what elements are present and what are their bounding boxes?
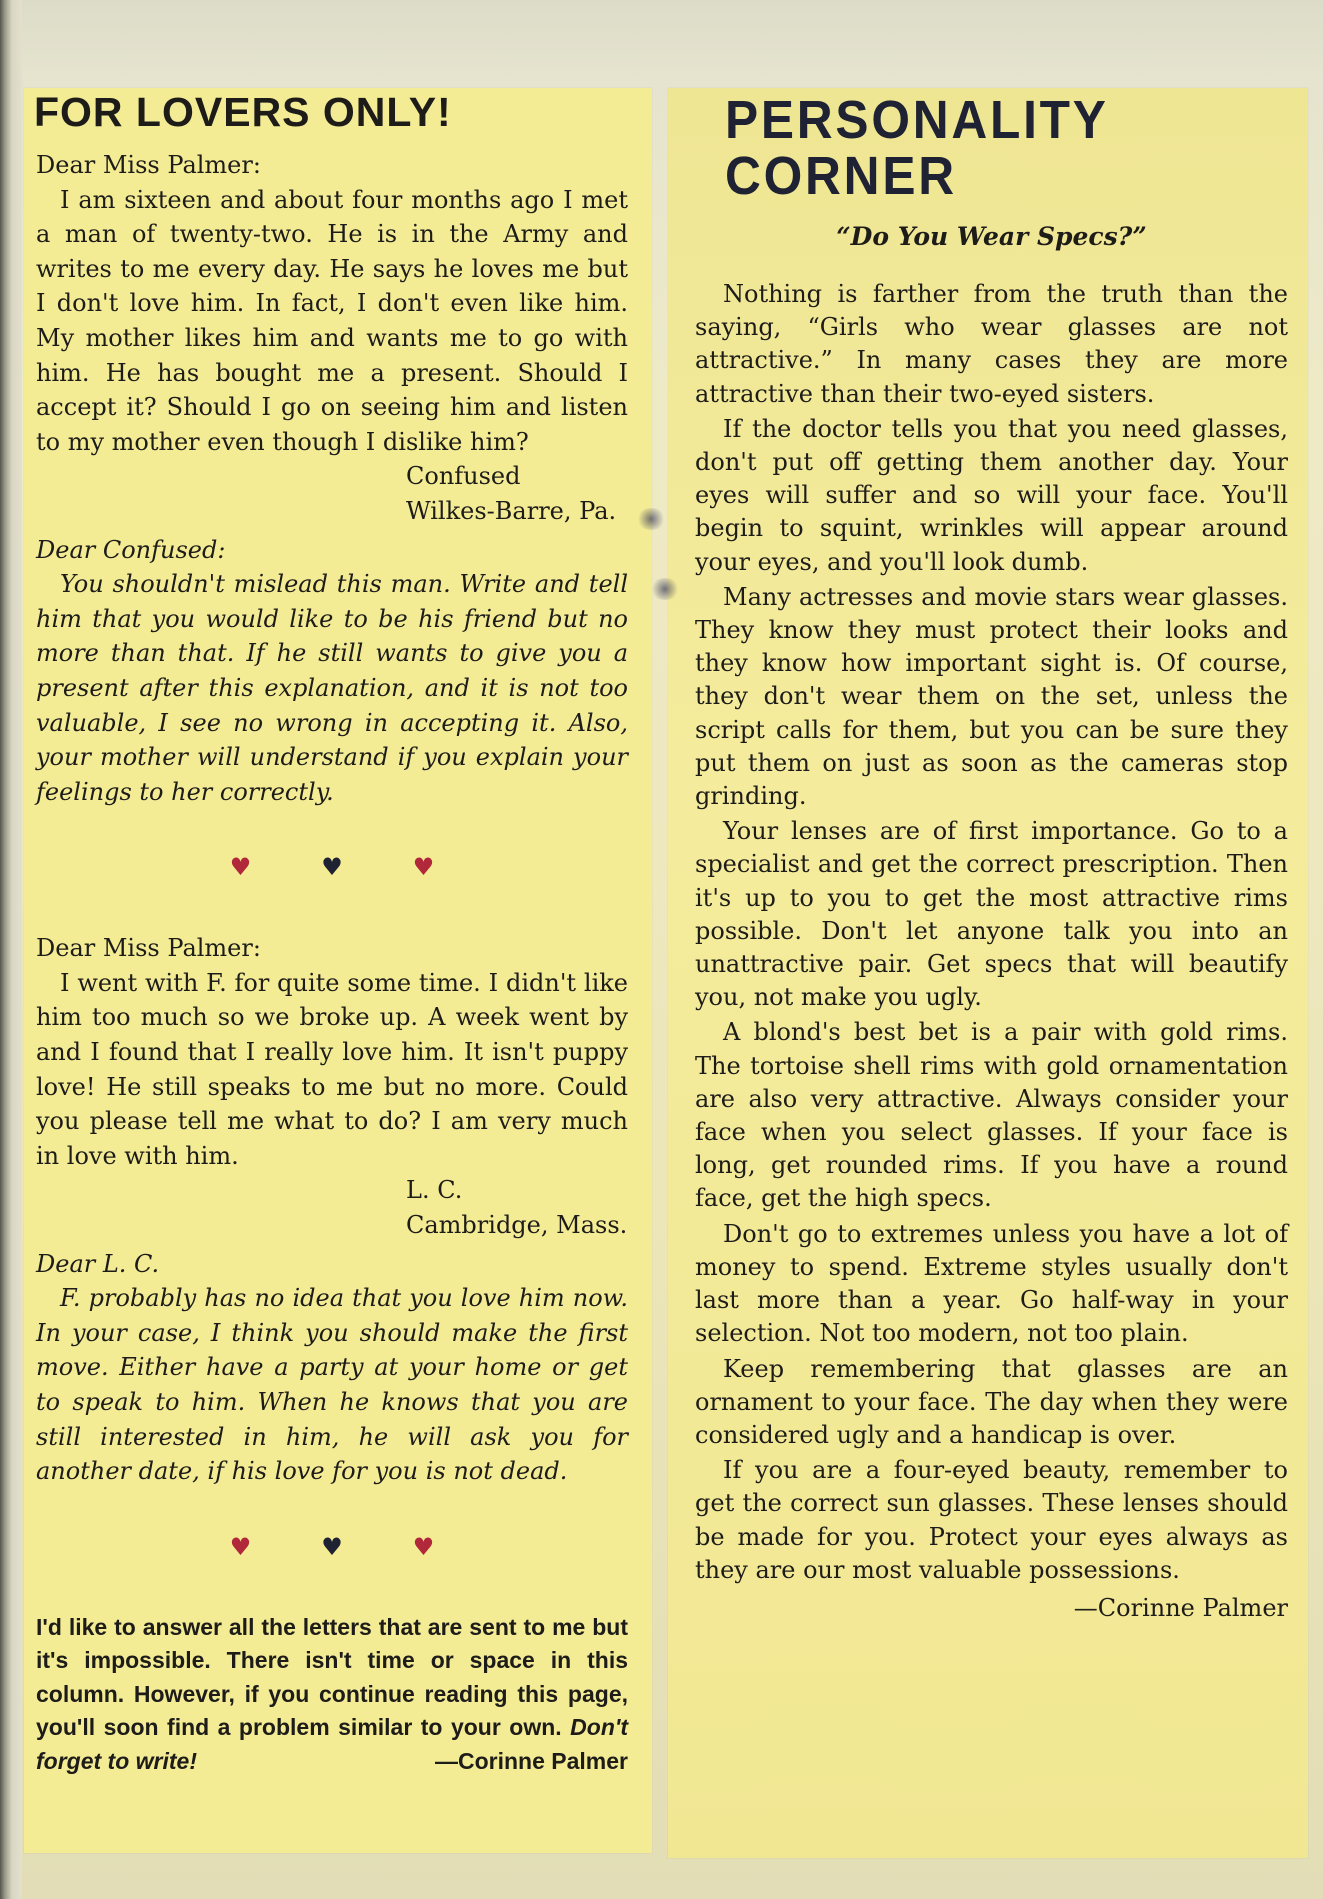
- heart-icon: ♥: [321, 853, 343, 882]
- ink-smudge: [650, 578, 680, 600]
- heart-icon: ♥: [229, 853, 252, 882]
- reply-body: F. probably has no idea that you love him now. In your case, I think you should make the first move. Either have a party at your home or get to speak to him. When he knows that you are still interested in him, he will ask you for another date, if his love for you is not dead.: [36, 1284, 628, 1486]
- closing-text: I'd like to answer all the letters that are sent to me but it's impossible. There isn't time or space in this column. However, if you continue reading this page, you'll soon find a problem similar to your own.: [36, 1613, 628, 1741]
- article-signature: —Corinne Palmer: [1073, 1593, 1288, 1622]
- article-paragraph: If the doctor tells you that you need glasses, don't put off getting them another day. Your eyes will suffer and so will your face. You'll begin to squint, wrinkles will appear around your eyes, and you'll look dumb.: [695, 414, 1288, 576]
- advice-column: [34, 89, 628, 1778]
- heart-icon: ♥: [229, 1532, 252, 1561]
- letter-salutation: Dear Miss Palmer:: [36, 151, 261, 179]
- article-paragraph: Nothing is farther from the truth than the saying, “Girls who wear glasses are not attractive.” In many cases they are more attractive than their two-eyed sisters.: [695, 280, 1288, 408]
- heart-icon: ♥: [412, 853, 435, 882]
- letter-2: [36, 931, 628, 1489]
- heart-icon: ♥: [321, 1532, 343, 1561]
- article-paragraph: Don't go to extremes unless you have a lot of money to spend. Extreme styles usually don't last more than a year. Go half-way in your selection. Not too modern, not too plain.: [695, 1219, 1288, 1348]
- closing-note: [36, 1611, 628, 1779]
- closing-author: —Corinne Palmer: [435, 1747, 628, 1774]
- letter-salutation: Dear Miss Palmer:: [36, 934, 261, 963]
- hearts-divider: [36, 1532, 628, 1561]
- article-paragraph: If you are a four-eyed beauty, remember to get the correct sun glasses. These lenses should be made for you. Protect your eyes always as they are our most valuable possessions.: [695, 1456, 1288, 1584]
- letter-location: Cambridge, Mass.: [406, 1211, 628, 1240]
- letter-location: Wilkes-Barre, Pa.: [406, 496, 617, 525]
- reply-salutation: Dear Confused:: [36, 535, 226, 564]
- article-paragraph: A blond's best bet is a pair with gold rims. The tortoise shell rims with gold ornamentation are also very attractive. Always consider your face when you select glasses. If your face is long, get rounded rims. If you have a round face, get the high specs.: [695, 1018, 1288, 1213]
- column-title: PERSONALITY CORNER: [725, 90, 1108, 206]
- reply-salutation: Dear L. C.: [36, 1249, 160, 1278]
- personality-column: [695, 92, 1288, 1626]
- letter-signature: L. C.: [406, 1176, 463, 1205]
- ink-smudge: [636, 508, 666, 530]
- closing-cta: Don't forget to write!: [36, 1714, 628, 1774]
- article-subtitle: “Do You Wear Specs?”: [836, 222, 1147, 251]
- page-edge: [0, 0, 22, 1899]
- article-paragraph: Your lenses are of first importance. Go to a specialist and get the correct prescription. Then it's up to you to get the most attractive rims possible. Don't let anyone talk you into an unattractive pair. Get specs that will beautify you, not make you ugly.: [695, 817, 1288, 1012]
- article-paragraph: Many actresses and movie stars wear glasses. They know they must protect their looks and they know how important sight is. Of course, they don't wear them on the set, unless the script calls for them, but you can be sure they put them on just as soon as the cameras stop grinding.: [695, 582, 1288, 811]
- column-title: FOR LOVERS ONLY!: [34, 89, 452, 135]
- letter-signature: Confused: [406, 462, 521, 491]
- heart-icon: ♥: [412, 1532, 435, 1561]
- letter-body: I went with F. for quite some time. I didn't like him too much so we broke up. A week went by and I found that I really love him. It isn't puppy love! He still speaks to me but no more. Could you please tell me what to do? I am very much in love with him.: [36, 968, 628, 1170]
- hearts-divider: [36, 853, 628, 882]
- letter-1: [36, 148, 628, 809]
- article-paragraph: Keep remembering that glasses are an ornament to your face. The day when they were considered ugly and a handicap is over.: [695, 1354, 1288, 1449]
- reply-body: You shouldn't mislead this man. Write and tell him that you would like to be his friend but no more than that. If he still wants to give you a present after this explanation, and it is not too valuable, I see no wrong in accepting it. Also, your mother will understand if you explain your feelings to her correctly.: [36, 570, 628, 806]
- letter-body: I am sixteen and about four months ago I met a man of twenty-two. He is in the Army and writes to me every day. He says he loves me but I don't love him. In fact, I don't even like him. My mother likes him and wants me to go with him. He has bought me a present. Should I accept it? Should I go on seeing him and listen to my mother even though I dislike him?: [36, 185, 628, 456]
